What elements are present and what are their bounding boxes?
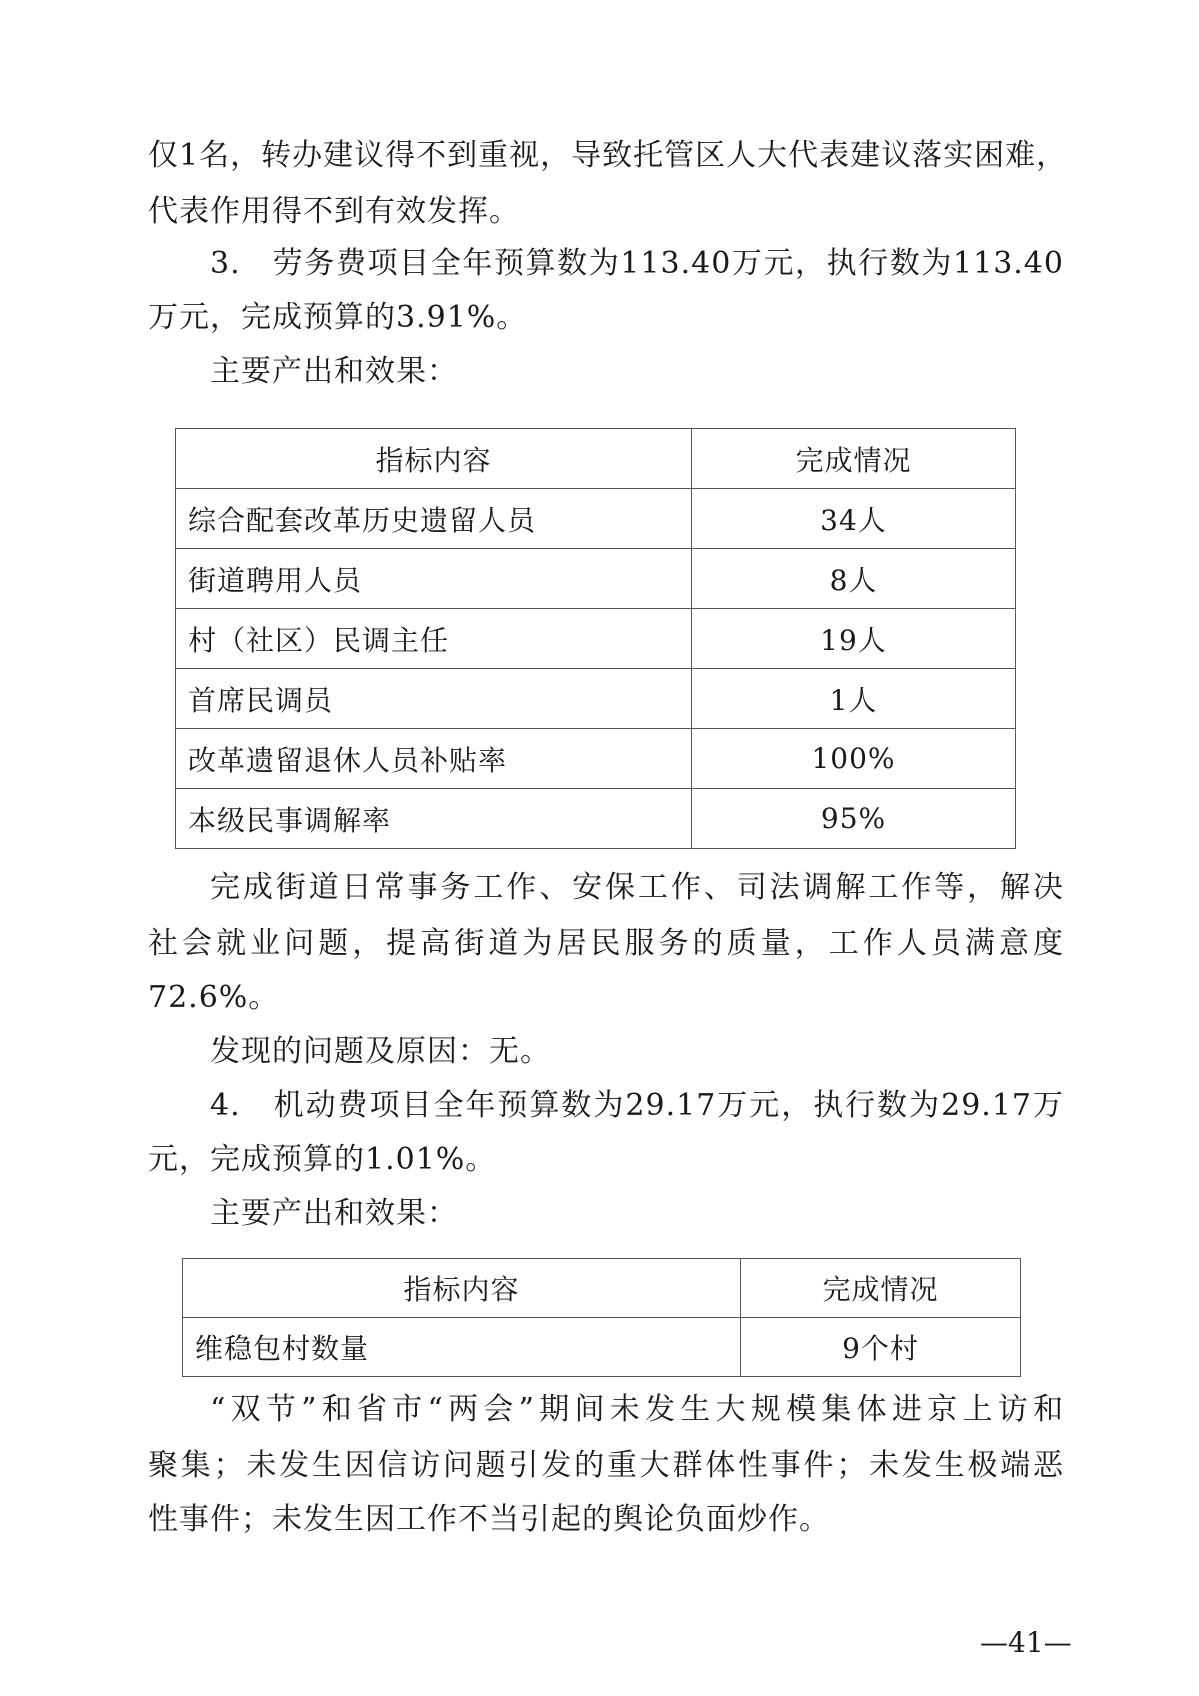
- indicator-name: 街道聘用人员: [176, 549, 692, 609]
- table-row: [183, 1318, 1021, 1377]
- paragraph-1-line-2: 代表作用得不到有效发挥。: [148, 194, 520, 229]
- indicator-value: 100%: [692, 729, 1016, 789]
- paragraph-2-line-2: 万元，完成预算的3.91%。: [148, 300, 528, 335]
- indicator-value: 8人: [692, 549, 1016, 609]
- page-number: —41—: [980, 1626, 1072, 1659]
- indicator-value: 1人: [692, 669, 1016, 729]
- indicator-name: 维稳包村数量: [183, 1318, 741, 1377]
- table-row: [176, 789, 1016, 849]
- table-header-row: [183, 1259, 1021, 1318]
- indicator-value: 9个村: [741, 1318, 1021, 1377]
- paragraph-5-line-3: 性事件；未发生因工作不当引起的舆论负面炒作。: [148, 1502, 830, 1537]
- header-indicator: 指标内容: [183, 1259, 741, 1318]
- header-completion: 完成情况: [741, 1259, 1021, 1318]
- table-row: [176, 609, 1016, 669]
- table-row: [176, 669, 1016, 729]
- paragraph-5-line-2: 聚集；未发生因信访问题引发的重大群体性事件；未发生极端恶: [148, 1448, 1064, 1483]
- indicator-table-contingency: [182, 1258, 1021, 1377]
- indicator-name: 首席民调员: [176, 669, 692, 729]
- paragraph-3-line-3: 72.6%。: [148, 980, 280, 1015]
- outputs-heading-2: 主要产出和效果：: [210, 1196, 458, 1231]
- paragraph-1-line-1: 仅1名，转办建议得不到重视，导致托管区人大代表建议落实困难，: [148, 138, 1068, 173]
- indicator-table-labor: [175, 428, 1016, 849]
- paragraph-3-line-2: 社会就业问题，提高街道为居民服务的质量，工作人员满意度: [148, 926, 1064, 961]
- indicator-value: 95%: [692, 789, 1016, 849]
- indicator-name: 改革遗留退休人员补贴率: [176, 729, 692, 789]
- table-row: [176, 489, 1016, 549]
- indicator-name: 综合配套改革历史遗留人员: [176, 489, 692, 549]
- table-row: [176, 729, 1016, 789]
- indicator-name: 村（社区）民调主任: [176, 609, 692, 669]
- paragraph-3-line-1: 完成街道日常事务工作、安保工作、司法调解工作等，解决: [210, 870, 1064, 905]
- header-indicator: 指标内容: [176, 429, 692, 489]
- outputs-heading-1: 主要产出和效果：: [210, 354, 458, 389]
- paragraph-5-line-1: “双节”和省市“两会”期间未发生大规模集体进京上访和: [210, 1392, 1064, 1427]
- header-completion: 完成情况: [692, 429, 1016, 489]
- table-header-row: [176, 429, 1016, 489]
- issues-line: 发现的问题及原因：无。: [210, 1034, 551, 1069]
- indicator-value: 34人: [692, 489, 1016, 549]
- table-row: [176, 549, 1016, 609]
- paragraph-4-line-1: 4. 机动费项目全年预算数为29.17万元，执行数为29.17万: [210, 1088, 1064, 1123]
- paragraph-2-line-1: 3. 劳务费项目全年预算数为113.40万元，执行数为113.40: [210, 246, 1064, 281]
- paragraph-4-line-2: 元，完成预算的1.01%。: [148, 1142, 497, 1177]
- indicator-value: 19人: [692, 609, 1016, 669]
- indicator-name: 本级民事调解率: [176, 789, 692, 849]
